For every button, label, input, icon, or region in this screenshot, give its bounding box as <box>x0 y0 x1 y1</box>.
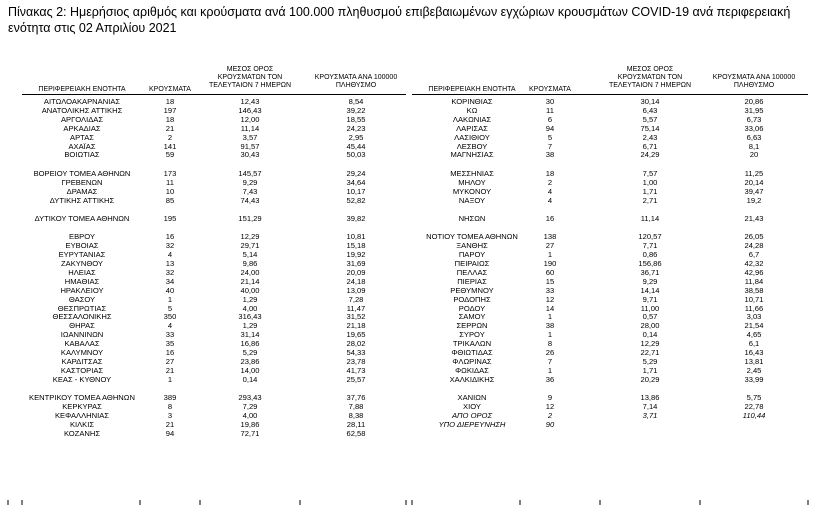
per-100k-cell: 8,54 <box>348 97 364 106</box>
region-cell: ΘΑΣΟΥ <box>68 294 96 304</box>
per-100k-cell: 41,73 <box>346 365 366 375</box>
cases-cell: 33 <box>545 285 555 295</box>
per-100k-cell: 29,24 <box>346 168 366 178</box>
cases-cell: 2 <box>547 177 553 187</box>
per-100k-cell: 8,38 <box>348 410 364 420</box>
cases-cell: 32 <box>165 241 175 251</box>
per-100k-cell: 50,03 <box>346 150 366 160</box>
cases-cell: 33 <box>165 330 175 340</box>
avg-7d-cell: 31,14 <box>240 330 260 340</box>
avg-7d-cell: 72,71 <box>240 428 260 438</box>
region-cell: ΚΕΑΣ - ΚΥΘΝΟΥ <box>52 374 112 384</box>
avg-7d-cell: 14,14 <box>640 285 660 295</box>
avg-7d-cell: 316,43 <box>238 312 262 322</box>
cases-cell: 16 <box>165 232 175 242</box>
per-100k-cell: 2,95 <box>348 132 364 142</box>
header-rule-left <box>22 94 406 95</box>
region-cell: ΛΑΣΙΘΙΟΥ <box>454 132 490 142</box>
header-cases-right: ΚΡΟΥΣΜΑΤΑ <box>529 86 571 93</box>
per-100k-cell: 5,75 <box>746 393 762 403</box>
region-cell: ΚΕΦΑΛΛΗΝΙΑΣ <box>54 410 110 420</box>
cases-cell: 10 <box>165 186 175 196</box>
per-100k-cell: 10,81 <box>346 232 366 242</box>
header-avg-line1: ΜΕΣΟΣ ΟΡΟΣ <box>226 66 274 73</box>
region-cell: ΑΡΓΟΛΙΔΑΣ <box>60 114 104 124</box>
cases-cell: 8 <box>167 402 173 411</box>
region-cell: ΛΑΚΩΝΙΑΣ <box>452 114 492 124</box>
region-cell: ΝΟΤΙΟΥ ΤΟΜΕΑ ΑΘΗΝΩΝ <box>426 232 518 242</box>
region-cell: ΚΩ <box>466 105 478 115</box>
cases-cell: 30 <box>545 97 555 106</box>
per-100k-cell: 54,33 <box>346 348 366 357</box>
avg-7d-cell: 1,71 <box>642 365 658 375</box>
header-per100k-line1: ΚΡΟΥΣΜΑΤΑ ΑΝΑ 100000 <box>314 74 398 81</box>
cases-cell: 18 <box>165 114 175 124</box>
avg-7d-cell: 9,71 <box>642 294 658 304</box>
avg-7d-cell: 30,43 <box>240 150 260 160</box>
per-100k-cell: 24,23 <box>346 123 366 133</box>
per-100k-cell: 11,47 <box>346 303 366 313</box>
cases-cell: 60 <box>545 267 555 277</box>
region-cell: ΠΑΡΟΥ <box>458 250 486 260</box>
region-cell: ΚΑΛΥΜΝΟΥ <box>60 348 104 357</box>
region-cell: ΔΡΑΜΑΣ <box>66 186 98 196</box>
region-cell: ΧΑΝΙΩΝ <box>457 393 487 403</box>
region-cell: ΕΥΡΥΤΑΝΙΑΣ <box>58 250 106 260</box>
per-100k-cell: 21,18 <box>346 321 366 331</box>
avg-7d-cell: 22,71 <box>640 348 660 357</box>
avg-7d-cell: 1,29 <box>242 321 258 331</box>
region-cell: ΧΙΟΥ <box>463 402 481 411</box>
region-cell: ΚΕΝΤΡΙΚΟΥ ΤΟΜΕΑ ΑΘΗΝΩΝ <box>29 393 135 403</box>
avg-7d-cell: 5,29 <box>242 348 258 357</box>
region-cell: ΚΑΒΑΛΑΣ <box>64 339 100 349</box>
cases-cell: 11 <box>546 105 554 115</box>
per-100k-cell: 10,17 <box>346 186 366 196</box>
avg-7d-cell: 0,86 <box>642 250 658 260</box>
header-avg-line1: ΜΕΣΟΣ ΟΡΟΣ <box>626 66 674 73</box>
region-cell: ΞΑΝΘΗΣ <box>456 241 488 251</box>
cases-cell: 173 <box>163 168 177 178</box>
cases-cell: 7 <box>547 356 553 366</box>
avg-7d-cell: 120,57 <box>638 232 662 242</box>
per-100k-cell: 28,02 <box>346 339 366 349</box>
per-100k-cell: 28,11 <box>346 419 366 429</box>
header-per100k-right <box>700 74 808 90</box>
cases-cell: 27 <box>165 356 175 366</box>
region-cell: ΚΙΛΚΙΣ <box>69 419 95 429</box>
cases-cell: 94 <box>165 428 175 438</box>
cases-cell: 94 <box>545 123 555 133</box>
region-cell: ΑΝΑΤΟΛΙΚΗΣ ΑΤΤΙΚΗΣ <box>41 105 123 115</box>
cases-cell: 7 <box>547 141 553 151</box>
avg-7d-cell: 28,00 <box>640 321 660 331</box>
avg-7d-cell: 29,71 <box>240 241 260 251</box>
cases-cell: 26 <box>545 348 555 357</box>
table-title: Πίνακας 2: Ημερήσιος αριθμός και κρούσματα ανά 100.000 πληθυσμού επιβεβαιωμένων εγχώριων κρουσμάτων COVID-19 ανά περιφερειακή ενότητα στις 02 Απριλίου 2021 <box>8 5 791 35</box>
bottom-rule <box>0 492 813 499</box>
cases-cell: 18 <box>545 168 555 178</box>
per-100k-cell: 6,7 <box>748 250 760 260</box>
region-cell: ΘΕΣΠΡΩΤΙΑΣ <box>57 303 107 313</box>
avg-7d-cell: 12,43 <box>240 97 260 106</box>
per-100k-cell: 38,58 <box>744 285 764 295</box>
region-cell: ΒΟΙΩΤΙΑΣ <box>64 150 100 160</box>
header-per100k-line1: ΚΡΟΥΣΜΑΤΑ ΑΝΑ 100000 <box>712 74 796 81</box>
region-cell: ΗΜΑΘΙΑΣ <box>64 276 100 286</box>
avg-7d-cell: 9,86 <box>242 259 258 268</box>
cases-cell: 141 <box>163 141 177 151</box>
per-100k-cell: 4,65 <box>746 330 762 340</box>
per-100k-cell: 21,54 <box>744 321 764 331</box>
avg-7d-cell: 156,86 <box>638 259 662 268</box>
region-cell: ΡΟΔΟΠΗΣ <box>453 294 491 304</box>
avg-7d-cell: 7,14 <box>642 402 658 411</box>
cases-cell: 35 <box>165 339 175 349</box>
region-cell: ΛΕΣΒΟΥ <box>456 141 488 151</box>
header-per100k-line2: ΠΛΗΘΥΣΜΟ <box>335 82 377 89</box>
cases-cell: 21 <box>165 419 175 429</box>
region-cell: ΘΗΡΑΣ <box>69 321 95 331</box>
region-cell: ΠΕΙΡΑΙΩΣ <box>454 259 490 268</box>
per-100k-cell: 8,1 <box>748 141 760 151</box>
avg-7d-cell: 19,86 <box>240 419 260 429</box>
avg-7d-cell: 0,14 <box>242 374 258 384</box>
region-cell: ΕΒΡΟΥ <box>69 232 95 242</box>
per-100k-cell: 23,78 <box>346 356 366 366</box>
cases-cell: 389 <box>163 393 177 403</box>
avg-7d-cell: 11,14 <box>640 213 660 223</box>
avg-7d-cell: 40,00 <box>240 285 260 295</box>
per-100k-cell: 7,28 <box>348 294 364 304</box>
per-100k-cell: 20 <box>749 150 759 160</box>
avg-7d-cell: 1,71 <box>642 186 658 196</box>
region-cell: ΜΑΓΝΗΣΙΑΣ <box>450 150 494 160</box>
region-cell: ΑΠΟ ΟΡΟΣ <box>451 410 492 420</box>
header-region-left: ΠΕΡΙΦΕΡΕΙΑΚΗ ΕΝΟΤΗΤΑ <box>38 86 126 93</box>
cases-cell: 59 <box>165 150 175 160</box>
avg-7d-cell: 14,00 <box>240 365 260 375</box>
per-100k-cell: 13,09 <box>346 285 366 295</box>
avg-7d-cell: 75,14 <box>640 123 660 133</box>
region-cell: ΣΑΜΟΥ <box>458 312 486 322</box>
cases-cell: 4 <box>547 186 553 196</box>
region-cell: ΣΥΡΟΥ <box>459 330 485 340</box>
avg-7d-cell: 151,29 <box>238 213 262 223</box>
region-cell: ΦΘΙΩΤΙΔΑΣ <box>451 348 493 357</box>
per-100k-cell: 31,95 <box>744 105 764 115</box>
region-cell: ΧΑΛΚΙΔΙΚΗΣ <box>449 374 495 384</box>
cases-cell: 21 <box>165 365 175 375</box>
region-cell: ΑΡΤΑΣ <box>70 132 94 142</box>
per-100k-cell: 45,44 <box>346 141 366 151</box>
per-100k-cell: 6,1 <box>748 339 760 349</box>
header-avg-line2: ΚΡΟΥΣΜΑΤΩΝ ΤΟΝ <box>217 74 283 81</box>
cases-cell: 11 <box>166 177 174 187</box>
per-100k-cell: 15,18 <box>346 241 366 251</box>
region-cell: ΚΑΣΤΟΡΙΑΣ <box>60 365 104 375</box>
per-100k-cell: 20,14 <box>744 177 764 187</box>
per-100k-cell: 110,44 <box>742 410 766 420</box>
per-100k-cell: 19,92 <box>346 250 366 260</box>
header-per100k-left <box>306 74 406 90</box>
avg-7d-cell: 21,14 <box>240 276 260 286</box>
region-cell: ΔΥΤΙΚΗΣ ΑΤΤΙΚΗΣ <box>49 195 115 205</box>
region-cell: ΜΕΣΣΗΝΙΑΣ <box>450 168 494 178</box>
region-cell: ΔΥΤΙΚΟΥ ΤΟΜΕΑ ΑΘΗΝΩΝ <box>34 213 130 223</box>
per-100k-cell: 52,82 <box>346 195 366 205</box>
per-100k-cell: 13,81 <box>744 356 764 366</box>
cases-cell: 38 <box>545 150 555 160</box>
per-100k-cell: 37,76 <box>346 393 366 403</box>
per-100k-cell: 20,09 <box>346 267 366 277</box>
per-100k-cell: 19,2 <box>746 195 762 205</box>
cases-cell: 16 <box>165 348 175 357</box>
region-cell: ΡΟΔΟΥ <box>458 303 486 313</box>
avg-7d-cell: 1,29 <box>242 294 258 304</box>
header-region-right: ΠΕΡΙΦΕΡΕΙΑΚΗ ΕΝΟΤΗΤΑ <box>428 86 516 93</box>
header-avg-line3: ΤΕΛΕΥΤΑΙΟΝ 7 ΗΜΕΡΩΝ <box>608 82 692 89</box>
region-cell: ΑΙΤΩΛΟΑΚΑΡΝΑΝΙΑΣ <box>43 97 121 106</box>
per-100k-cell: 20,86 <box>744 97 764 106</box>
per-100k-cell: 10,71 <box>744 294 764 304</box>
avg-7d-cell: 7,57 <box>642 168 658 178</box>
cases-cell: 4 <box>167 250 173 260</box>
cases-cell: 138 <box>543 232 557 242</box>
per-100k-cell: 42,32 <box>744 259 764 268</box>
region-cell: ΡΕΘΥΜΝΟΥ <box>450 285 494 295</box>
avg-7d-cell: 91,57 <box>240 141 260 151</box>
region-cell: ΥΠΟ ΔΙΕΡΕΥΝΗΣΗ <box>438 419 506 429</box>
avg-7d-cell: 12,29 <box>240 232 260 242</box>
cases-cell: 1 <box>167 294 173 304</box>
avg-7d-cell: 3,57 <box>242 132 258 142</box>
cases-cell: 4 <box>547 195 553 205</box>
avg-7d-cell: 4,00 <box>242 303 258 313</box>
header-per100k-line2: ΠΛΗΘΥΣΜΟ <box>733 82 775 89</box>
cases-cell: 21 <box>165 123 175 133</box>
region-cell: ΝΑΞΟΥ <box>458 195 486 205</box>
cases-cell: 34 <box>165 276 175 286</box>
header-avg-right <box>600 66 700 90</box>
avg-7d-cell: 36,71 <box>640 267 660 277</box>
region-cell: ΑΡΚΑΔΙΑΣ <box>63 123 101 133</box>
avg-7d-cell: 5,29 <box>642 356 658 366</box>
region-cell: ΖΑΚΥΝΘΟΥ <box>61 259 103 268</box>
avg-7d-cell: 5,14 <box>242 250 258 260</box>
cases-cell: 5 <box>167 303 173 313</box>
region-cell: ΘΕΣΣΑΛΟΝΙΚΗΣ <box>52 312 112 322</box>
region-cell: ΑΧΑΪΑΣ <box>68 141 96 151</box>
header-avg-line2: ΚΡΟΥΣΜΑΤΩΝ ΤΟΝ <box>617 74 683 81</box>
avg-7d-cell: 145,57 <box>238 168 262 178</box>
region-cell: ΗΡΑΚΛΕΙΟΥ <box>60 285 104 295</box>
avg-7d-cell: 0,57 <box>642 312 658 322</box>
per-100k-cell: 39,82 <box>346 213 366 223</box>
per-100k-cell: 26,05 <box>744 232 764 242</box>
cases-cell: 1 <box>547 330 553 340</box>
per-100k-cell: 11,25 <box>744 168 764 178</box>
region-cell: ΚΟΖΑΝΗΣ <box>63 428 101 438</box>
avg-7d-cell: 23,86 <box>240 356 260 366</box>
region-cell: ΓΡΕΒΕΝΩΝ <box>61 177 103 187</box>
cases-cell: 5 <box>547 132 553 142</box>
cases-cell: 197 <box>163 105 177 115</box>
region-cell: ΠΕΛΛΑΣ <box>456 267 488 277</box>
header-avg-line3: ΤΕΛΕΥΤΑΙΟΝ 7 ΗΜΕΡΩΝ <box>208 82 292 89</box>
avg-7d-cell: 11,00 <box>640 303 660 313</box>
cases-cell: 14 <box>545 303 555 313</box>
per-100k-cell: 6,73 <box>746 114 762 124</box>
cases-cell: 40 <box>165 285 175 295</box>
cases-cell: 16 <box>545 213 555 223</box>
avg-7d-cell: 0,14 <box>642 330 658 340</box>
cases-cell: 2 <box>167 132 173 142</box>
cases-cell: 2 <box>547 410 553 420</box>
avg-7d-cell: 9,29 <box>242 177 258 187</box>
cases-cell: 1 <box>167 374 173 384</box>
region-cell: ΗΛΕΙΑΣ <box>68 267 96 277</box>
per-100k-cell: 33,06 <box>744 123 764 133</box>
per-100k-cell: 19,65 <box>346 330 366 340</box>
cases-cell: 1 <box>547 312 553 322</box>
avg-7d-cell: 12,00 <box>240 114 260 124</box>
region-cell: ΠΙΕΡΙΑΣ <box>457 276 487 286</box>
avg-7d-cell: 24,00 <box>240 267 260 277</box>
avg-7d-cell: 24,29 <box>640 150 660 160</box>
avg-7d-cell: 3,71 <box>642 410 658 420</box>
avg-7d-cell: 1,00 <box>642 177 658 187</box>
per-100k-cell: 42,96 <box>744 267 764 277</box>
per-100k-cell: 39,22 <box>346 105 366 115</box>
per-100k-cell: 24,28 <box>744 241 764 251</box>
per-100k-cell: 11,66 <box>744 303 764 313</box>
cases-cell: 195 <box>163 213 177 223</box>
cases-cell: 9 <box>547 393 553 403</box>
avg-7d-cell: 6,71 <box>642 141 658 151</box>
per-100k-cell: 25,57 <box>346 374 366 384</box>
cases-cell: 85 <box>165 195 175 205</box>
cases-cell: 6 <box>547 114 553 124</box>
avg-7d-cell: 4,00 <box>242 410 258 420</box>
region-cell: ΣΕΡΡΩΝ <box>456 321 488 331</box>
avg-7d-cell: 293,43 <box>238 393 262 403</box>
region-cell: ΦΛΩΡΙΝΑΣ <box>452 356 492 366</box>
cases-cell: 38 <box>545 321 555 331</box>
cases-cell: 8 <box>547 339 553 349</box>
region-cell: ΚΕΡΚΥΡΑΣ <box>62 402 102 411</box>
region-cell: ΝΗΣΩΝ <box>458 213 486 223</box>
cases-cell: 1 <box>547 365 553 375</box>
avg-7d-cell: 13,86 <box>640 393 660 403</box>
per-100k-cell: 16,43 <box>744 348 764 357</box>
avg-7d-cell: 7,29 <box>242 402 258 411</box>
avg-7d-cell: 5,57 <box>642 114 658 124</box>
per-100k-cell: 7,88 <box>348 402 364 411</box>
avg-7d-cell: 16,86 <box>240 339 260 349</box>
avg-7d-cell: 7,71 <box>642 241 658 251</box>
cases-cell: 350 <box>163 312 177 322</box>
header-avg-left <box>200 66 300 90</box>
per-100k-cell: 31,52 <box>346 312 366 322</box>
region-cell: ΙΩΑΝΝΙΝΩΝ <box>60 330 104 340</box>
avg-7d-cell: 7,43 <box>242 186 258 196</box>
cases-cell: 3 <box>167 410 173 420</box>
per-100k-cell: 3,03 <box>746 312 762 322</box>
region-cell: ΜΗΛΟΥ <box>458 177 486 187</box>
avg-7d-cell: 11,14 <box>240 123 260 133</box>
cases-cell: 12 <box>545 402 555 411</box>
header-cases-left: ΚΡΟΥΣΜΑΤΑ <box>149 86 191 93</box>
per-100k-cell: 62,58 <box>346 428 366 438</box>
region-cell: ΦΩΚΙΔΑΣ <box>455 365 489 375</box>
per-100k-cell: 2,45 <box>746 365 762 375</box>
region-cell: ΚΟΡΙΝΘΙΑΣ <box>451 97 493 106</box>
per-100k-cell: 18,55 <box>346 114 366 124</box>
cases-cell: 1 <box>547 250 553 260</box>
region-cell: ΚΑΡΔΙΤΣΑΣ <box>61 356 103 366</box>
per-100k-cell: 21,43 <box>744 213 764 223</box>
avg-7d-cell: 9,29 <box>642 276 658 286</box>
per-100k-cell: 39,47 <box>744 186 764 196</box>
per-100k-cell: 34,64 <box>346 177 366 187</box>
region-cell: ΜΥΚΟΝΟΥ <box>452 186 492 196</box>
avg-7d-cell: 146,43 <box>238 105 262 115</box>
cases-cell: 12 <box>545 294 555 304</box>
per-100k-cell: 31,69 <box>346 259 366 268</box>
avg-7d-cell: 74,43 <box>240 195 260 205</box>
region-cell: ΤΡΙΚΑΛΩΝ <box>452 339 492 349</box>
avg-7d-cell: 30,14 <box>640 97 660 106</box>
region-cell: ΛΑΡΙΣΑΣ <box>456 123 488 133</box>
cases-cell: 32 <box>165 267 175 277</box>
per-100k-cell: 24,18 <box>346 276 366 286</box>
cases-cell: 190 <box>543 259 557 268</box>
avg-7d-cell: 6,43 <box>642 105 658 115</box>
per-100k-cell: 11,84 <box>744 276 764 286</box>
region-cell: ΒΟΡΕΙΟΥ ΤΟΜΕΑ ΑΘΗΝΩΝ <box>33 168 131 178</box>
cases-cell: 18 <box>165 97 175 106</box>
per-100k-cell: 33,99 <box>744 374 764 384</box>
avg-7d-cell: 2,43 <box>642 132 658 142</box>
per-100k-cell: 6,63 <box>746 132 762 142</box>
cases-cell: 36 <box>545 374 555 384</box>
cases-cell: 90 <box>545 419 555 429</box>
cases-cell: 27 <box>545 241 555 251</box>
cases-cell: 13 <box>165 259 175 268</box>
region-cell: ΕΥΒΟΙΑΣ <box>65 241 99 251</box>
header-rule-right <box>412 94 808 95</box>
bottom-rule-ticks <box>0 498 813 505</box>
avg-7d-cell: 12,29 <box>640 339 660 349</box>
avg-7d-cell: 2,71 <box>642 195 658 205</box>
avg-7d-cell: 20,29 <box>640 374 660 384</box>
cases-cell: 4 <box>167 321 173 331</box>
per-100k-cell: 22,78 <box>744 402 764 411</box>
cases-cell: 15 <box>545 276 555 286</box>
